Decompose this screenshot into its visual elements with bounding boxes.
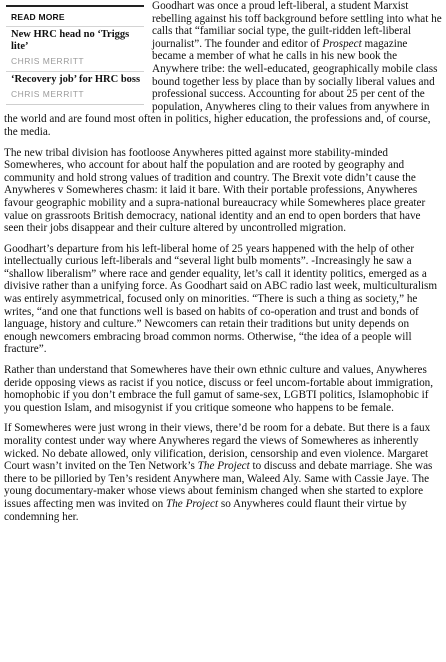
text-run: Goodhart was once a proud left-liberal, a student Marxist rebelling against his toff background before settling into what he calls that “familiar social type, the guilt-ridden left-liberal journalist”. The founder and editor of xyxy=(152,0,442,50)
text-run: so Anywheres could flaunt their virtue by condemning her. xyxy=(4,497,407,523)
program-name: The Project xyxy=(165,497,219,510)
text-run: magazine became a member of what he calls in his new book the Anywhere tribe: the well-educated, geographically mobile class bound together less by place than by socially liberal values and professional success. Accounting for about 25 per cent of the population, Anywheres cling to their values from anywhere in the world and are found most often in politics, higher education, the professions and, of course, the media. xyxy=(4,37,438,138)
read-more-link[interactable]: ‘Recovery job’ for HRC boss xyxy=(11,74,141,85)
text-run: to discuss and debate marriage. She was there to be pilloried by Ten’s resident Anywhere man, Waleed Aly. Same with Cassie Jaye. The young documentary-maker whose views about feminism changed when she started to explore issues affecting men was invited on xyxy=(4,460,433,510)
article-paragraph xyxy=(4,422,442,523)
article-paragraph: The new tribal division has footloose Anywheres pitted against more stability-minded Somewheres, who account for about half the population and are rooted by geography and community and hold strong values of tradition and country. The Brexit vote didn’t cause the Anywheres v Somewheres chasm: it laid it bare. With their portable professions, Anywheres favour geographic mobility and a supra-national bureaucracy while Somewheres place greater value on grassroots British democracy, national identity and an end to open borders that have seen their jobs disappear and their culture altered by uncontrolled migration. xyxy=(4,146,426,235)
read-more-link[interactable]: New HRC head no ‘Triggs lite’ xyxy=(11,29,130,52)
publication-name: Prospect xyxy=(322,37,362,50)
read-more-author: CHRIS MERRITT xyxy=(11,89,85,99)
read-more-heading: READ MORE xyxy=(11,12,65,22)
read-more-item[interactable] xyxy=(6,71,144,104)
article-paragraph: Rather than understand that Somewheres have their own ethnic culture and values, Anywheres deride opposing views as racist if you notice, discuss or feel uncom-fortable about immigration, homophobic if you don’t embrace the full gamut of same-sex, LGBTI politics, Islamophobic if you question Islam, and misogynist if you critique someone who happens to be female. xyxy=(4,364,434,414)
read-more-item[interactable] xyxy=(6,26,144,71)
text-run: If Somewheres were just wrong in their views, there’d be room for a debate. But there is a faux morality contest under way where Anywheres regard the views of Somewheres as inherently wicked. No debate allowed, only vilification, derision, censorship and even violence. Margaret Court wasn’t invited on the Ten Network’s xyxy=(4,422,431,473)
program-name: The Project xyxy=(197,460,250,473)
read-more-author: CHRIS MERRITT xyxy=(11,56,85,66)
read-more-box xyxy=(6,5,144,105)
article-paragraph: Goodhart’s departure from his left-liberal home of 25 years happened with the help of other intellectually curious left-liberals and “several light bulb moments”. -Increasingly he saw a “shallow liberalism” where race and gender equality, let’s call it identity politics, emerged as a divisive rather than a unifying force. As Goodhart said on ABC radio last week, multiculturalism was entirely asymmetrical, focused only on minorities. “There is such a thing as society,” he writes, “and one that functions well is based on habits of co-operation and trust and bonds of language, history and culture.” Newcomers can retain their traditions but unity depends on enough newcomers embracing broad common norms. Otherwise, “the idea of a people will fracture”. xyxy=(4,242,438,356)
